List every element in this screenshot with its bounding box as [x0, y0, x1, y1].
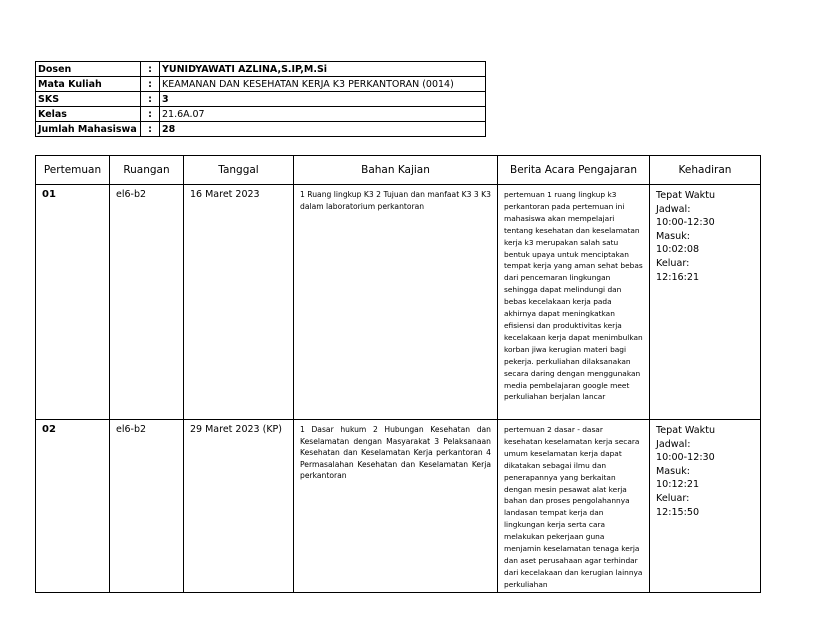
bahan-kajian-cell: 1 Ruang lingkup K3 2 Tujuan dan manfaat K3 3 K3 dalam laboratorium perkantoran [294, 185, 498, 420]
sks-value: 3 [160, 92, 486, 107]
jadwal-label: Jadwal: [656, 203, 691, 215]
col-header-berita-acara: Berita Acara Pengajaran [498, 156, 650, 185]
table-row [36, 185, 761, 420]
kehadiran-cell [650, 420, 761, 593]
matkul-value: KEAMANAN DAN KESEHATAN KERJA K3 PERKANTORAN (0014) [160, 77, 486, 92]
teaching-log-table [35, 155, 761, 593]
jadwal-label: Jadwal: [656, 438, 691, 450]
separator: : [141, 62, 160, 77]
kehadiran-status: Tepat Waktu [656, 190, 716, 201]
table-row [36, 420, 761, 593]
masuk-label: Masuk: [656, 465, 691, 477]
tanggal-cell: 16 Maret 2023 [184, 185, 294, 420]
berita-acara-cell: pertemuan 1 ruang lingkup k3 perkantoran pada pertemuan ini mahasiswa akan mempelajari tentang kesehatan dan keselamatan kerja k3 merupakan salah satu bentuk upaya untuk menciptakan tempat kerja yang aman sehat bebas dari pencemaran lingkungan sehingga dapat melindungi dan bebas kecelakaan kerja pada akhirnya dapat meningkatkan efisiensi dan produktivitas kerja kecelakaan kerja dapat menimbulkan korban jiwa kerugian materi bagi pekerja. perkuliahan dilaksanakan secara daring dengan menggunakan media pembelajaran google meet perkuliahan berjalan lancar [498, 185, 650, 420]
jumlah-value: 28 [160, 122, 486, 137]
ruangan-cell: el6-b2 [110, 185, 184, 420]
pertemuan-cell: 02 [36, 420, 110, 593]
table-header-row [36, 156, 761, 185]
course-info-table [35, 61, 486, 137]
ruangan-cell: el6-b2 [110, 420, 184, 593]
col-header-tanggal: Tanggal [184, 156, 294, 185]
masuk-label: Masuk: [656, 230, 691, 242]
kelas-label: Kelas [36, 107, 141, 122]
masuk-value: 10:12:21 [656, 479, 700, 491]
col-header-pertemuan: Pertemuan [36, 156, 110, 185]
keluar-value: 12:15:50 [656, 506, 700, 518]
col-header-ruangan: Ruangan [110, 156, 184, 185]
jadwal-value: 10:00-12:30 [656, 217, 715, 229]
separator: : [141, 107, 160, 122]
separator: : [141, 77, 160, 92]
keluar-value: 12:16:21 [656, 271, 700, 283]
kehadiran-status: Tepat Waktu [656, 425, 716, 436]
info-row-dosen [36, 62, 486, 77]
col-header-kehadiran: Kehadiran [650, 156, 761, 185]
pertemuan-cell: 01 [36, 185, 110, 420]
info-row-matkul [36, 77, 486, 92]
sks-label: SKS [36, 92, 141, 107]
separator: : [141, 92, 160, 107]
kelas-value: 21.6A.07 [160, 107, 486, 122]
keluar-label: Keluar: [656, 257, 690, 269]
col-header-bahan-kajian: Bahan Kajian [294, 156, 498, 185]
jumlah-label: Jumlah Mahasiswa [36, 122, 141, 137]
berita-acara-cell: pertemuan 2 dasar - dasar kesehatan keselamatan kerja secara umum keselamatan kerja dapat dikatakan sebagai ilmu dan penerapannya yang berkaitan dengan mesin pesawat alat kerja bahan dan proses pengolahannya landasan tempat kerja dan lingkungan kerja serta cara melakukan pekerjaan guna menjamin keselamatan tenaga kerja dan aset perusahaan agar terhindar dari kecelakaan dan kerugian lainnya perkuliahan [498, 420, 650, 593]
separator: : [141, 122, 160, 137]
dosen-value: YUNIDYAWATI AZLINA,S.IP,M.Si [160, 62, 486, 77]
tanggal-cell: 29 Maret 2023 (KP) [184, 420, 294, 593]
info-row-jumlah [36, 122, 486, 137]
matkul-label: Mata Kuliah [36, 77, 141, 92]
masuk-value: 10:02:08 [656, 244, 700, 256]
keluar-label: Keluar: [656, 492, 690, 504]
info-row-sks [36, 92, 486, 107]
dosen-label: Dosen [36, 62, 141, 77]
info-row-kelas [36, 107, 486, 122]
kehadiran-cell [650, 185, 761, 420]
jadwal-value: 10:00-12:30 [656, 452, 715, 464]
bahan-kajian-cell: 1 Dasar hukum 2 Hubungan Kesehatan dan Keselamatan dengan Masyarakat 3 Pelaksanaan Kesehatan dan Keselamatan Kerja perkantoran 4 Permasalahan Kesehatan dan Keselamatan Kerja perkantoran [294, 420, 498, 593]
